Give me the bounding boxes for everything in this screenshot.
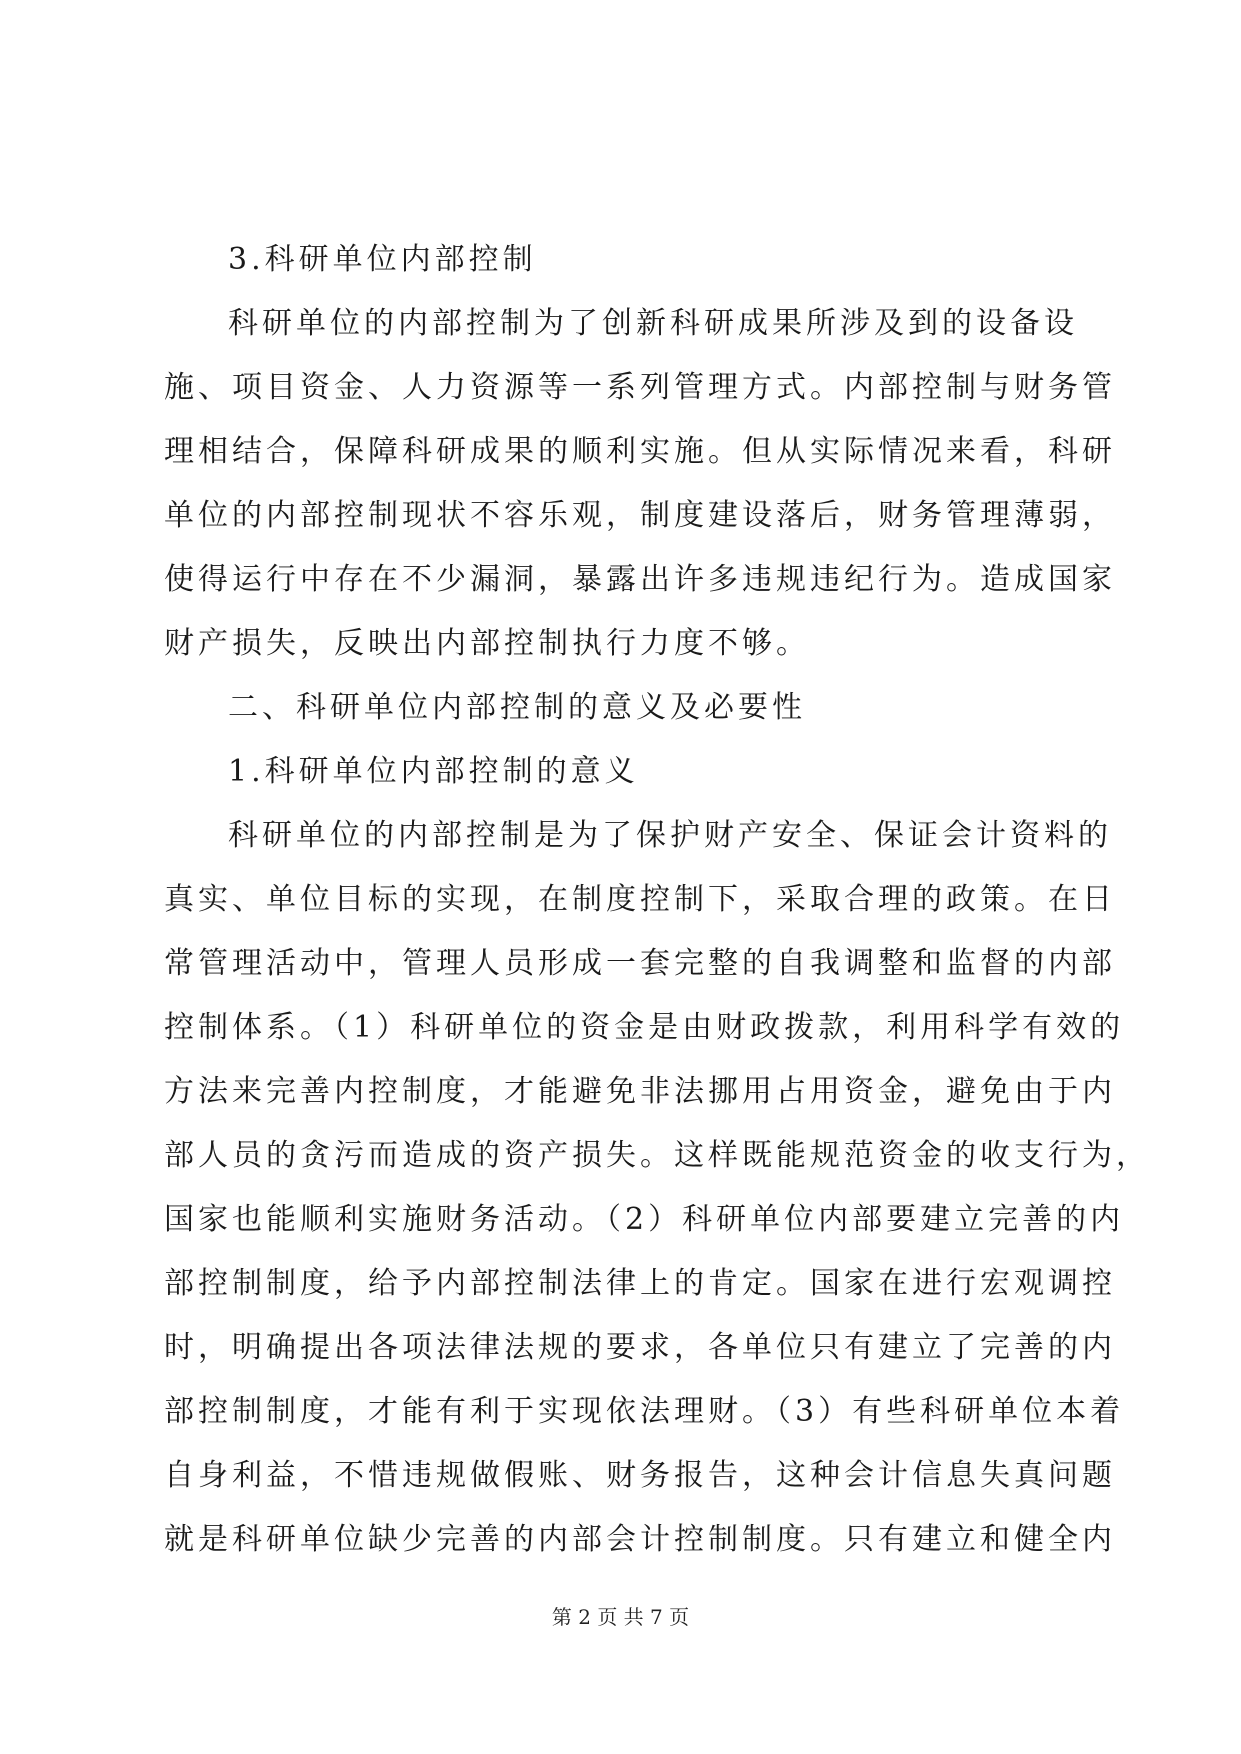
paragraph-line: 国家也能顺利实施财务活动。（2）科研单位内部要建立完善的内	[164, 1202, 1125, 1237]
paragraph-line: 单位的内部控制现状不容乐观，制度建设落后，财务管理薄弱，	[164, 498, 1116, 533]
paragraph-line: 施、项目资金、人力资源等一系列管理方式。内部控制与财务管	[164, 370, 1116, 405]
paragraph-line: 常管理活动中，管理人员形成一套完整的自我调整和监督的内部	[164, 946, 1116, 981]
subheading-internal-control: 3.科研单位内部控制	[228, 242, 537, 277]
paragraph-line: 控制体系。（1）科研单位的资金是由财政拨款，利用科学有效的	[164, 1010, 1125, 1045]
paragraph-line: 部人员的贪污而造成的资产损失。这样既能规范资金的收支行为，	[164, 1138, 1150, 1173]
paragraph-line: 自身利益，不惜违规做假账、财务报告，这种会计信息失真问题	[164, 1458, 1116, 1493]
paragraph-line: 方法来完善内控制度，才能避免非法挪用占用资金，避免由于内	[164, 1074, 1116, 1109]
paragraph-line: 科研单位的内部控制为了创新科研成果所涉及到的设备设	[228, 306, 1078, 341]
subheading-significance: 1.科研单位内部控制的意义	[228, 754, 639, 789]
page-number-footer: 第 2 页 共 7 页	[551, 1605, 690, 1629]
paragraph-line: 科研单位的内部控制是为了保护财产安全、保证会计资料的	[228, 818, 1112, 853]
document-body	[164, 228, 1150, 1572]
paragraph-line: 就是科研单位缺少完善的内部会计控制制度。只有建立和健全内	[164, 1522, 1116, 1557]
paragraph-line: 部控制制度，给予内部控制法律上的肯定。国家在进行宏观调控	[164, 1266, 1116, 1301]
section-heading-significance: 二、科研单位内部控制的意义及必要性	[228, 690, 806, 725]
paragraph-line: 部控制制度，才能有利于实现依法理财。（3）有些科研单位本着	[164, 1394, 1125, 1429]
paragraph-line: 时，明确提出各项法律法规的要求，各单位只有建立了完善的内	[164, 1330, 1116, 1365]
paragraph-line: 财产损失，反映出内部控制执行力度不够。	[164, 626, 810, 661]
paragraph-line: 使得运行中存在不少漏洞，暴露出许多违规违纪行为。造成国家	[164, 562, 1116, 597]
paragraph-internal-control-status	[164, 292, 1116, 676]
paragraph-significance	[164, 804, 1150, 1572]
paragraph-line: 真实、单位目标的实现，在制度控制下，采取合理的政策。在日	[164, 882, 1116, 917]
paragraph-line: 理相结合，保障科研成果的顺利实施。但从实际情况来看，科研	[164, 434, 1116, 469]
